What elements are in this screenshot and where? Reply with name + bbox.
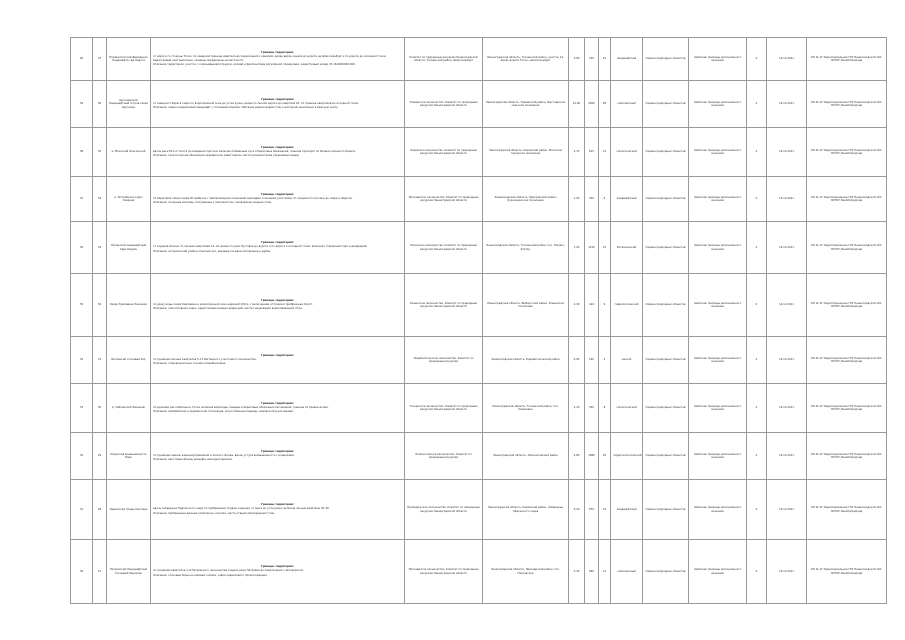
- row-code: 33: [93, 222, 107, 274]
- row-number: 34: [71, 337, 93, 384]
- boundary-text: Описание: прибрежные дюнные комплексы, сосняки, места отдыха мигрирующих птиц.: [153, 511, 276, 515]
- boundary-text: от кордона Лисино по лесным кварталам 12–19, далее по реке Лустовке до дороги и по дороге к исходной точке; включает старинный парк и дендрарий.: [153, 245, 368, 249]
- category-cell: гидрогеологический: [611, 433, 643, 480]
- value-area: 0,95: [569, 337, 585, 384]
- document-cell: ОП № 12 Территориальное ГКУ Ленинградской обл. ЛОГКУ Леноблприрода: [807, 540, 887, 604]
- object-name: Ижорская возвышенность Парк: [107, 433, 151, 480]
- address-cell: Ленинградская область, Ломоносовский район: [483, 433, 569, 480]
- value-area: 2,10: [569, 384, 585, 433]
- status-cell: памятник природы регионального значения: [689, 480, 747, 540]
- row-code: 32: [93, 274, 107, 337]
- boundary-description: [151, 177, 405, 222]
- category-cell: ландшафтный: [611, 177, 643, 222]
- value-length: 615: [585, 128, 599, 177]
- boundary-description: [151, 81, 405, 128]
- address-cell: Ленинградская область, Лодейнопольский район: [483, 337, 569, 384]
- boundary-heading: Границы территории:: [261, 401, 294, 405]
- value-count: 12: [599, 128, 611, 177]
- boundary-heading: Границы территории:: [261, 192, 294, 196]
- row-code: 36: [93, 81, 107, 128]
- owner-cell: Приозерское лесничество, Комитет по природным ресурсам Ленинградской области: [405, 177, 483, 222]
- boundary-description: [151, 222, 405, 274]
- boundary-text: Описание территории: участок с сохранившимся прудом, аллеей и фрагментами регулярной планировки; кадастровый номер 47:16:0000000:000.: [153, 62, 356, 66]
- row-number: 30: [71, 540, 93, 604]
- date-cell: 14.12.2011: [767, 81, 807, 128]
- status-cell: памятник природы регионального значения: [689, 540, 747, 604]
- address-cell: Ленинградская область, Тихвинский район, Шугозерское сельское поселение: [483, 81, 569, 128]
- regime-cell: Охрана природных объектов: [643, 177, 689, 222]
- value-count: 14: [599, 480, 611, 540]
- owner-cell: Тихвинское лесничество, Комитет по природным ресурсам Ленинградской области: [405, 81, 483, 128]
- document-cell: ОП № 12 Территориальное ГКУ Ленинградской обл. ЛОГКУ Леноблприрода: [807, 433, 887, 480]
- owner-cell: Приладожское лесничество, Комитет по природным ресурсам Ленинградской области: [405, 480, 483, 540]
- date-cell: 14.12.2011: [767, 337, 807, 384]
- value-extra: 0: [747, 38, 767, 81]
- status-cell: памятник природы регионального значения: [689, 177, 747, 222]
- value-count: 11: [599, 540, 611, 604]
- value-area: 12,00: [569, 81, 585, 128]
- date-cell: 14.12.2011: [767, 274, 807, 337]
- category-cell: комплексный: [611, 540, 643, 604]
- owner-cell: Рощинское лесничество, Комитет по природным ресурсам Ленинградской области: [405, 274, 483, 337]
- category-cell: гидрологический: [611, 274, 643, 337]
- value-extra: 0: [747, 274, 767, 337]
- category-cell: ландшафтная: [611, 38, 643, 81]
- value-length: 560: [585, 540, 599, 604]
- row-code: 28: [93, 480, 107, 540]
- value-extra: 0: [747, 433, 767, 480]
- value-length: 720: [585, 38, 599, 81]
- owner-cell: Комитет по природным ресурсам Ленинградской области, Тосненский район, Шлиссельбург: [405, 38, 483, 81]
- object-name: Лисинский ландшафтный парк Кордон: [107, 222, 151, 274]
- boundary-description: [151, 433, 405, 480]
- boundary-text: Описание: скальные массивы, популярные у альпинистов, гнездование хищных птиц.: [153, 201, 273, 205]
- boundary-text: от дороги со стороны Тосно, по северной границе квартала до пересечения с каналом, далее вдоль канала до дороги на Шлиссельбург и по дороге до исходной точки. Кадастровый учёт выполнен, границы определены на местности.: [153, 55, 387, 62]
- boundary-description: [151, 128, 405, 177]
- row-number: 36: [71, 222, 93, 274]
- category-cell: геологический: [611, 384, 643, 433]
- value-count: 9: [599, 274, 611, 337]
- document-cell: ОП № 12 Территориальное ГКУ Ленинградской обл. ЛОГКУ Леноблприрода: [807, 177, 887, 222]
- value-count: 10: [599, 38, 611, 81]
- document-cell: ОП № 12 Территориальное ГКУ Ленинградской обл. ЛОГКУ Леноблприрода: [807, 337, 887, 384]
- boundary-heading: Границы территории:: [261, 50, 294, 54]
- object-name: р. Мгинский Ольгинский: [107, 128, 151, 177]
- regime-cell: Охрана природных объектов: [643, 480, 689, 540]
- address-cell: Ленинградская область, Кировский район, Мгинское городское поселение: [483, 128, 569, 177]
- boundary-text: по границам кварталов 1–8 Петровского лесничества и вдоль реки Петровка до пересечения с автодорогой.: [153, 569, 304, 573]
- row-number: 40: [71, 38, 93, 81]
- status-cell: памятник природы регионального значения: [689, 222, 747, 274]
- boundary-text: Описание: кембрийские и ордовикские отложения, искусственные пещеры, зимовки летучих мышей.: [153, 410, 294, 414]
- table-row: [71, 177, 887, 222]
- date-cell: 14.12.2011: [767, 433, 807, 480]
- status-cell: памятник природы регионального значения: [689, 81, 747, 128]
- boundary-description: [151, 540, 405, 604]
- value-length: 410: [585, 274, 599, 337]
- owner-cell: Приозерское лесничество, Комитет по природным ресурсам Ленинградской области: [405, 540, 483, 604]
- row-code: 30: [93, 384, 107, 433]
- row-number: 31: [71, 480, 93, 540]
- boundary-heading: Границы территории:: [261, 241, 294, 245]
- table-row: [71, 81, 887, 128]
- status-cell: памятник природы регионального значения: [689, 337, 747, 384]
- row-number: 35: [71, 274, 93, 337]
- boundary-heading: Границы территории:: [261, 97, 294, 101]
- value-area: 3,30: [569, 540, 585, 604]
- row-code: 27: [93, 540, 107, 604]
- document-cell: ОП № 12 Территориальное ГКУ Ленинградской обл. ЛОГКУ Леноблприрода: [807, 81, 887, 128]
- category-cell: геологический: [611, 128, 643, 177]
- category-cell: комплексный: [611, 81, 643, 128]
- category-cell: ландшафтный: [611, 480, 643, 540]
- boundary-description: [151, 337, 405, 384]
- owner-cell: Кировское лесничество, Комитет по природным ресурсам Ленинградской области: [405, 128, 483, 177]
- object-name: Полевоспасский Демиденко Ландшафта сад Ладога: [107, 38, 151, 81]
- date-cell: 14.12.2011: [767, 38, 807, 81]
- date-cell: 14.12.2011: [767, 480, 807, 540]
- address-cell: Ленинградская область, Тосненский район, пос. Ульяновка: [483, 384, 569, 433]
- value-extra: 0: [747, 222, 767, 274]
- boundary-text: Описание: геологические обнажения ордовикских известняков, места произрастания охраняемых видов.: [153, 154, 300, 158]
- regime-cell: Охрана природных объектов: [643, 128, 689, 177]
- category-cell: ботанический: [611, 222, 643, 274]
- row-code: 31: [93, 337, 107, 384]
- boundary-text: Описание: карстовые формы рельефа, выходы родников.: [153, 458, 233, 462]
- owner-cell: Лисинское лесничество, Комитет по природным ресурсам Ленинградской области: [405, 222, 483, 274]
- boundary-text: вдоль реки Мга от моста до впадения притока, включая пойменные луга и береговые обнажения; граница проходит по бровке коренного берега.: [153, 149, 356, 153]
- value-extra: 0: [747, 540, 767, 604]
- value-count: 8: [599, 384, 611, 433]
- object-name: Озеро Красавица Заказник: [107, 274, 151, 337]
- row-number: 33: [71, 384, 93, 433]
- boundary-description: [151, 480, 405, 540]
- status-cell: памятник природы регионального значения: [689, 274, 747, 337]
- boundary-text: Описание: олиготрофное озеро, нерестилища ценных видов рыб, места гнездования водоплавающих птиц.: [153, 307, 303, 311]
- boundary-heading: Границы территории:: [261, 565, 294, 569]
- boundary-text: от северного берега озера по водоохранной зоне до устья ручья, далее по лесной дороге до квартала 45, по границе кварталов до исходной точки.: [153, 101, 359, 105]
- boundary-heading: Границы территории:: [261, 503, 294, 507]
- boundary-text: Описание: исторический учебно-опытный лес, вековые посадки лиственниц и дубов.: [153, 249, 271, 253]
- address-cell: Ленинградская область, Тосненский район, участок 12, вдоль дороги Тосно—Шлиссельбург: [483, 38, 569, 81]
- row-code: 29: [93, 433, 107, 480]
- value-area: 7,20: [569, 222, 585, 274]
- value-count: 6: [599, 177, 611, 222]
- row-code: 37: [93, 38, 107, 81]
- document-cell: ОП № 12 Территориальное ГКУ Ленинградской обл. ЛОГКУ Леноблприрода: [807, 480, 887, 540]
- status-cell: памятник природы регионального значения: [689, 384, 747, 433]
- boundary-text: по береговой линии озера Ястребиное с прилегающими скальными выходами и лесными участками; от кордона по просеке до озера и обратно.: [153, 196, 353, 200]
- document-cell: ОП № 12 Территориальное ГКУ Ленинградской обл. ЛОГКУ Леноблприрода: [807, 274, 887, 337]
- value-length: 350: [585, 384, 599, 433]
- document-cell: ОП № 12 Территориальное ГКУ Ленинградской обл. ЛОГКУ Леноблприрода: [807, 128, 887, 177]
- boundary-description: [151, 274, 405, 337]
- value-length: 1980: [585, 433, 599, 480]
- value-area: 3,72: [569, 128, 585, 177]
- register-table: [70, 37, 887, 604]
- object-name: Шугозерский Ландшафтный остров озера Шугозеро: [107, 81, 151, 128]
- owner-cell: Ломоносовское лесничество, Комитет по природным ресурсам: [405, 433, 483, 480]
- table-row: [71, 337, 887, 384]
- address-cell: Ленинградская область, Тосненский район, пос. Лисино-Корпус: [483, 222, 569, 274]
- value-area: 4,80: [569, 38, 585, 81]
- object-name: Ладожские Гряды Урочище: [107, 480, 151, 540]
- table-row: [71, 128, 887, 177]
- address-cell: Ленинградская область, Приозерский район, пос. Петровское: [483, 540, 569, 604]
- value-area: 5,60: [569, 433, 585, 480]
- value-length: 300: [585, 177, 599, 222]
- boundary-text: Описание: сосновые боры на камовых холмах, озёра ледникового происхождения.: [153, 573, 268, 577]
- value-length: 2400: [585, 81, 599, 128]
- row-code: 34: [93, 177, 107, 222]
- table-row: [71, 38, 887, 81]
- boundary-description: [151, 38, 405, 81]
- table-row: [71, 433, 887, 480]
- table-row: [71, 222, 887, 274]
- boundary-text: по долинам рек Саблинка и Тосна, включая водопады, пещеры и береговые обнажения песчаников; граница по бровке долин.: [153, 405, 329, 409]
- boundary-text: по границам земель карьероуправления и лесного фонда, вдоль уступа возвышенности с родниками.: [153, 453, 295, 457]
- regime-cell: Охрана природных объектов: [643, 81, 689, 128]
- value-extra: 0: [747, 177, 767, 222]
- status-cell: памятник природы регионального значения: [689, 433, 747, 480]
- document-cell: ОП № 12 Территориальное ГКУ Ленинградской обл. ЛОГКУ Леноблприрода: [807, 222, 887, 274]
- row-number: 37: [71, 177, 93, 222]
- value-extra: 0: [747, 480, 767, 540]
- status-cell: памятник природы регионального значения: [689, 38, 747, 81]
- address-cell: Ленинградская область, Выборгский район, Рощинское поселение: [483, 274, 569, 337]
- boundary-description: [151, 384, 405, 433]
- regime-cell: Охрана природных объектов: [643, 337, 689, 384]
- date-cell: 14.12.2011: [767, 128, 807, 177]
- regime-cell: Охрана природных объектов: [643, 384, 689, 433]
- status-cell: памятник природы регионального значения: [689, 128, 747, 177]
- value-extra: 0: [747, 337, 767, 384]
- boundary-text: вдоль побережья Ладожского озера по прибрежным грядам и дюнам, от мыса до устья реки; включая лесные кварталы 30–36.: [153, 507, 330, 511]
- boundary-text: Описание: старовозрастные сосняки лишайниковые.: [153, 362, 227, 366]
- value-area: 2,30: [569, 274, 585, 337]
- row-number: 38: [71, 128, 93, 177]
- boundary-heading: Границы территории:: [261, 298, 294, 302]
- date-cell: 14.12.2011: [767, 540, 807, 604]
- row-number: 32: [71, 433, 93, 480]
- boundary-heading: Границы территории:: [261, 353, 294, 357]
- value-count: 4: [599, 337, 611, 384]
- regime-cell: Охрана природных объектов: [643, 222, 689, 274]
- boundary-heading: Границы территории:: [261, 145, 294, 149]
- value-extra: 0: [747, 384, 767, 433]
- boundary-text: Описание: озёрно-ледниковый ландшафт с сосновыми борами; обитание редких видов птиц и растений, внесённых в Красную книгу.: [153, 106, 339, 110]
- value-count: 20: [599, 433, 611, 480]
- value-extra: 0: [747, 81, 767, 128]
- regime-cell: Охрана природных объектов: [643, 540, 689, 604]
- value-length: 190: [585, 337, 599, 384]
- value-count: 28: [599, 81, 611, 128]
- value-count: 15: [599, 222, 611, 274]
- table-row: [71, 540, 887, 604]
- boundary-heading: Границы территории:: [261, 449, 294, 453]
- document-cell: ОП № 12 Территориальное ГКУ Ленинградской обл. ЛОГКУ Леноблприрода: [807, 38, 887, 81]
- owner-cell: Лодейнопольское лесничество, Комитет по природным ресурсам: [405, 337, 483, 384]
- object-name: Петровский Ландшафтный Сосновый Заказник: [107, 540, 151, 604]
- value-area: 4,10: [569, 480, 585, 540]
- value-length: 870: [585, 480, 599, 540]
- regime-cell: Охрана природных объектов: [643, 274, 689, 337]
- table-row: [71, 480, 887, 540]
- date-cell: 14.12.2011: [767, 177, 807, 222]
- date-cell: 14.12.2011: [767, 222, 807, 274]
- owner-cell: Тосненское лесничество, Комитет по природным ресурсам Ленинградской области: [405, 384, 483, 433]
- boundary-text: по урезу воды озера Красавица и водоохранной зоне шириной 200 м, с включением островов и прибрежных болот.: [153, 302, 313, 306]
- boundary-text: по границам лесных кварталов 5–11 Беглецкого участкового лесничества.: [153, 357, 257, 361]
- row-code: 35: [93, 128, 107, 177]
- object-name: Беглецкий сосновый бор: [107, 337, 151, 384]
- value-length: 1150: [585, 222, 599, 274]
- object-name: р. Саблинский Заказник: [107, 384, 151, 433]
- table-row: [71, 384, 887, 433]
- document-cell: ОП № 12 Территориальное ГКУ Ленинградской обл. ЛОГКУ Леноблприрода: [807, 384, 887, 433]
- address-cell: Ленинградская область, Приозерский район, Кузнечнинское поселение: [483, 177, 569, 222]
- value-extra: 0: [747, 128, 767, 177]
- regime-cell: Охрана природных объектов: [643, 433, 689, 480]
- row-number: 39: [71, 81, 93, 128]
- regime-cell: Охрана природных объектов: [643, 38, 689, 81]
- object-name: р. Ястребиное озеро Озерная: [107, 177, 151, 222]
- table-row: [71, 274, 887, 337]
- value-area: 1,50: [569, 177, 585, 222]
- date-cell: 14.12.2011: [767, 384, 807, 433]
- address-cell: Ленинградская область, Кировский район, побережье Ладожского озера: [483, 480, 569, 540]
- category-cell: лесной: [611, 337, 643, 384]
